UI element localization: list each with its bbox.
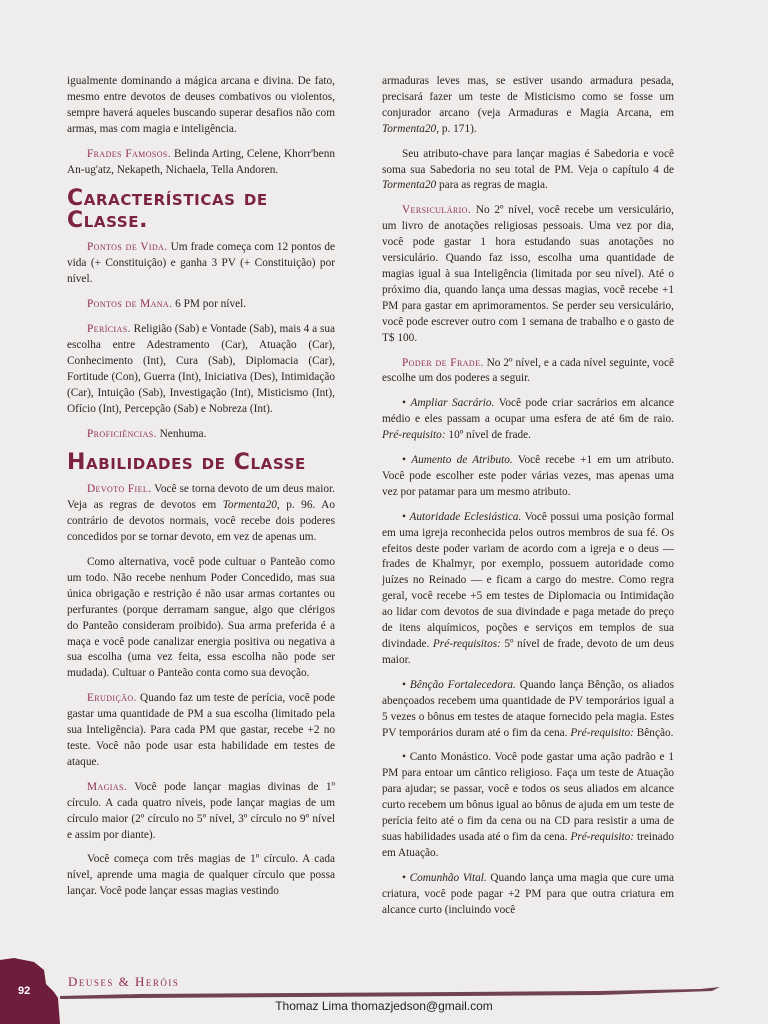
pericias-term: Perícias.: [87, 323, 131, 336]
intro-paragraph: igualmente dominando a mágica arcana e divina. De fato, mesmo entre devotos de deuses combativos ou violentos, sempre haverá aqueles buscando superar desafios não com armas, mas com magia e inteligência.: [67, 75, 335, 135]
power-autoridade-eclesiastica: • Autoridade Eclesiástica. Você possui uma posição formal em uma igreja reconhecida pelos outros membros de sua fé. Os efeitos deste poder variam de acordo com a igreja e o deus — frades de Khalmyr, por exemplo, possuem autoridade como juízes no Reinado — e ficam a cargo do mestre. Como regra geral, você recebe +5 em testes de Diplomacia ou Intimidação ao lidar com devotos de sua divindade e paga metade do preço de itens alquímicos, poções e serviços em templos de sua divindade. Pré-requisitos: 5º nível de frade, devoto de um deus maior.: [382, 510, 674, 666]
armaduras-paragraph: armaduras leves mas, se estiver usando armadura pesada, precisará fazer um teste de Misticismo como se fosse um conjurador arcano (veja Armaduras e Magia Arcana, em Tormenta20, p. 171).: [382, 75, 674, 135]
left-column: [67, 74, 335, 909]
page-number: 92: [18, 985, 31, 997]
erudicao-term: Erudição.: [87, 692, 137, 705]
versiculario-term: Versiculário.: [402, 204, 472, 217]
heading-caracteristicas: Características de Classe.: [67, 186, 268, 234]
panteao-paragraph: Como alternativa, você pode cultuar o Panteão como um todo. Não recebe nenhum Poder Concedido, mas sua única obrigação e restrição é não usar armas cortantes ou perfurantes (porque derramam sangue, algo que clérigos do Panteão consideram proibido). Sua arma preferida é a maça e você pode canalizar energia positiva ou negativa a sua escolha (uma vez feita, essa escolha não pode ser mudada). Cultuar o Panteão conta como sua devoção.: [67, 556, 335, 680]
power-comunhao-vital: • Comunhão Vital. Quando lança uma magia que cure uma criatura, você pode pagar +2 PM para que outra criatura em alcance curto (incluindo você: [382, 871, 675, 916]
heading-habilidades: Habilidades de Classe: [67, 450, 306, 476]
magias-paragraph: Magias. Você pode lançar magias divinas de 1º círculo. A cada quatro níveis, pode lançar magias de um círculo maior (2º círculo no 5º nível, 3º círculo no 9º nível e assim por diante).: [67, 780, 335, 841]
pv-term: Pontos de Vida.: [87, 241, 168, 254]
power-bencao-fortalecedora: • Bênção Fortalecedora. Quando lança Bênção, os aliados abençoados recebem uma quantidade de PV temporários igual a 5 vezes o bônus em testes de ataque fornecido pela magia. Estes PV temporários duram até o fim da cena. Pré-requisito: Bênção.: [382, 678, 674, 739]
frades-term: Frades Famosos.: [87, 147, 171, 160]
pericias-paragraph: Perícias. Religião (Sab) e Vontade (Sab), mais 4 a sua escolha entre Adestramento (Car), Atuação (Car), Conhecimento (Int), Cura (Sab), Diplomacia (Car), Fortitude (Con), Guerra (Int), Iniciativa (Des), Intimidação (Car), Intuição (Sab), Investigação (Int), Misticismo (Int), Ofício (Int), Percepção (Sab) e Nobreza (Int).: [67, 323, 335, 415]
power-canto-monastico: • Canto Monástico. Você pode gastar uma ação padrão e 1 PM para entoar um cântico religioso. Faça um teste de Atuação para ajudar; se passar, você e todos os seus aliados em alcance curto recebem um bônus igual ao bônus de ajuda em um teste de perícia feito até o fim da cena ou na CD para resistir a uma de suas habilidades usada até o fim da cena. Pré-requisito: treinado em Atuação.: [382, 751, 674, 859]
power-ampliar-sacrario: • Ampliar Sacrário. Você pode criar sacrários em alcance médio e eles passam a ocupar uma esfera de até 6m de raio. Pré-requisito: 10º nível de frade.: [382, 397, 675, 442]
book-title: Deuses & Heróis: [68, 974, 180, 989]
watermark-text: Thomaz Lima thomazjedson@gmail.com: [275, 999, 493, 1013]
poder-term: Poder de Frade.: [402, 356, 484, 369]
right-column: [382, 74, 674, 928]
poder-paragraph: Poder de Frade. No 2º nível, e a cada nível seguinte, você escolhe um dos poderes a seguir.: [382, 356, 674, 385]
power-aumento-atributo: • Aumento de Atributo. Você recebe +1 em um atributo. Você pode escolher este poder várias vezes, mas apenas uma vez por patamar para um mesmo atributo.: [382, 454, 674, 498]
comeca-paragraph: Você começa com três magias de 1º círculo. A cada nível, aprende uma magia de qualquer círculo que possa lançar. Você pode lançar essas magias vestindo: [67, 853, 335, 898]
erudicao-paragraph: Erudição. Quando faz um teste de perícia, você pode gastar uma quantidade de PM a sua escolha (limitado pela sua Inteligência). Para cada PM que gastar, recebe +2 no teste. Você não pode usar esta habilidade em testes de ataque.: [67, 692, 335, 768]
magias-term: Magias.: [87, 780, 128, 793]
devoto-term: Devoto Fiel.: [87, 483, 152, 496]
pm-term: Pontos de Mana.: [87, 298, 173, 311]
pm-paragraph: Pontos de Mana. 6 PM por nível.: [87, 298, 247, 311]
versiculario-paragraph: Versiculário. No 2º nível, você recebe um versiculário, um livro de anotações religiosas pessoais. Uma vez por dia, você pode gastar 1 hora estudando suas anotações no versiculário. Quando faz isso, escolha uma quantidade de magias igual à sua Inteligência (limitada por seu nível). Até o próximo dia, quando lança uma dessas magias, você recebe +1 PM para gastar em aprimoramentos. Se perder seu versiculário, você pode escrever outro com 1 semana de trabalho e o gasto de T$ 100.: [382, 204, 674, 344]
prof-term: Proficiências.: [87, 427, 157, 440]
frades-paragraph: Frades Famosos. Belinda Arting, Celene, Khorr'benn An-ug'atz, Nekapeth, Nichaela, Tella Andoren.: [67, 147, 335, 176]
atributo-paragraph: Seu atributo-chave para lançar magias é Sabedoria e você soma sua Sabedoria no seu total de PM. Veja o capítulo 4 de Tormenta20 para as regras de magia.: [382, 147, 674, 192]
devoto-paragraph: Devoto Fiel. Você se torna devoto de um deus maior. Veja as regras de devotos em Tormenta20, p. 96. Ao contrário de devotos normais, você recebe dois poderes concedidos por se tornar devoto, em vez de apenas um.: [67, 483, 335, 544]
footer-ornament: [0, 958, 768, 1024]
prof-paragraph: Proficiências. Nenhuma.: [87, 427, 207, 440]
pv-paragraph: Pontos de Vida. Um frade começa com 12 pontos de vida (+ Constituição) e ganha 3 PV (+ Constituição) por nível.: [67, 241, 335, 286]
